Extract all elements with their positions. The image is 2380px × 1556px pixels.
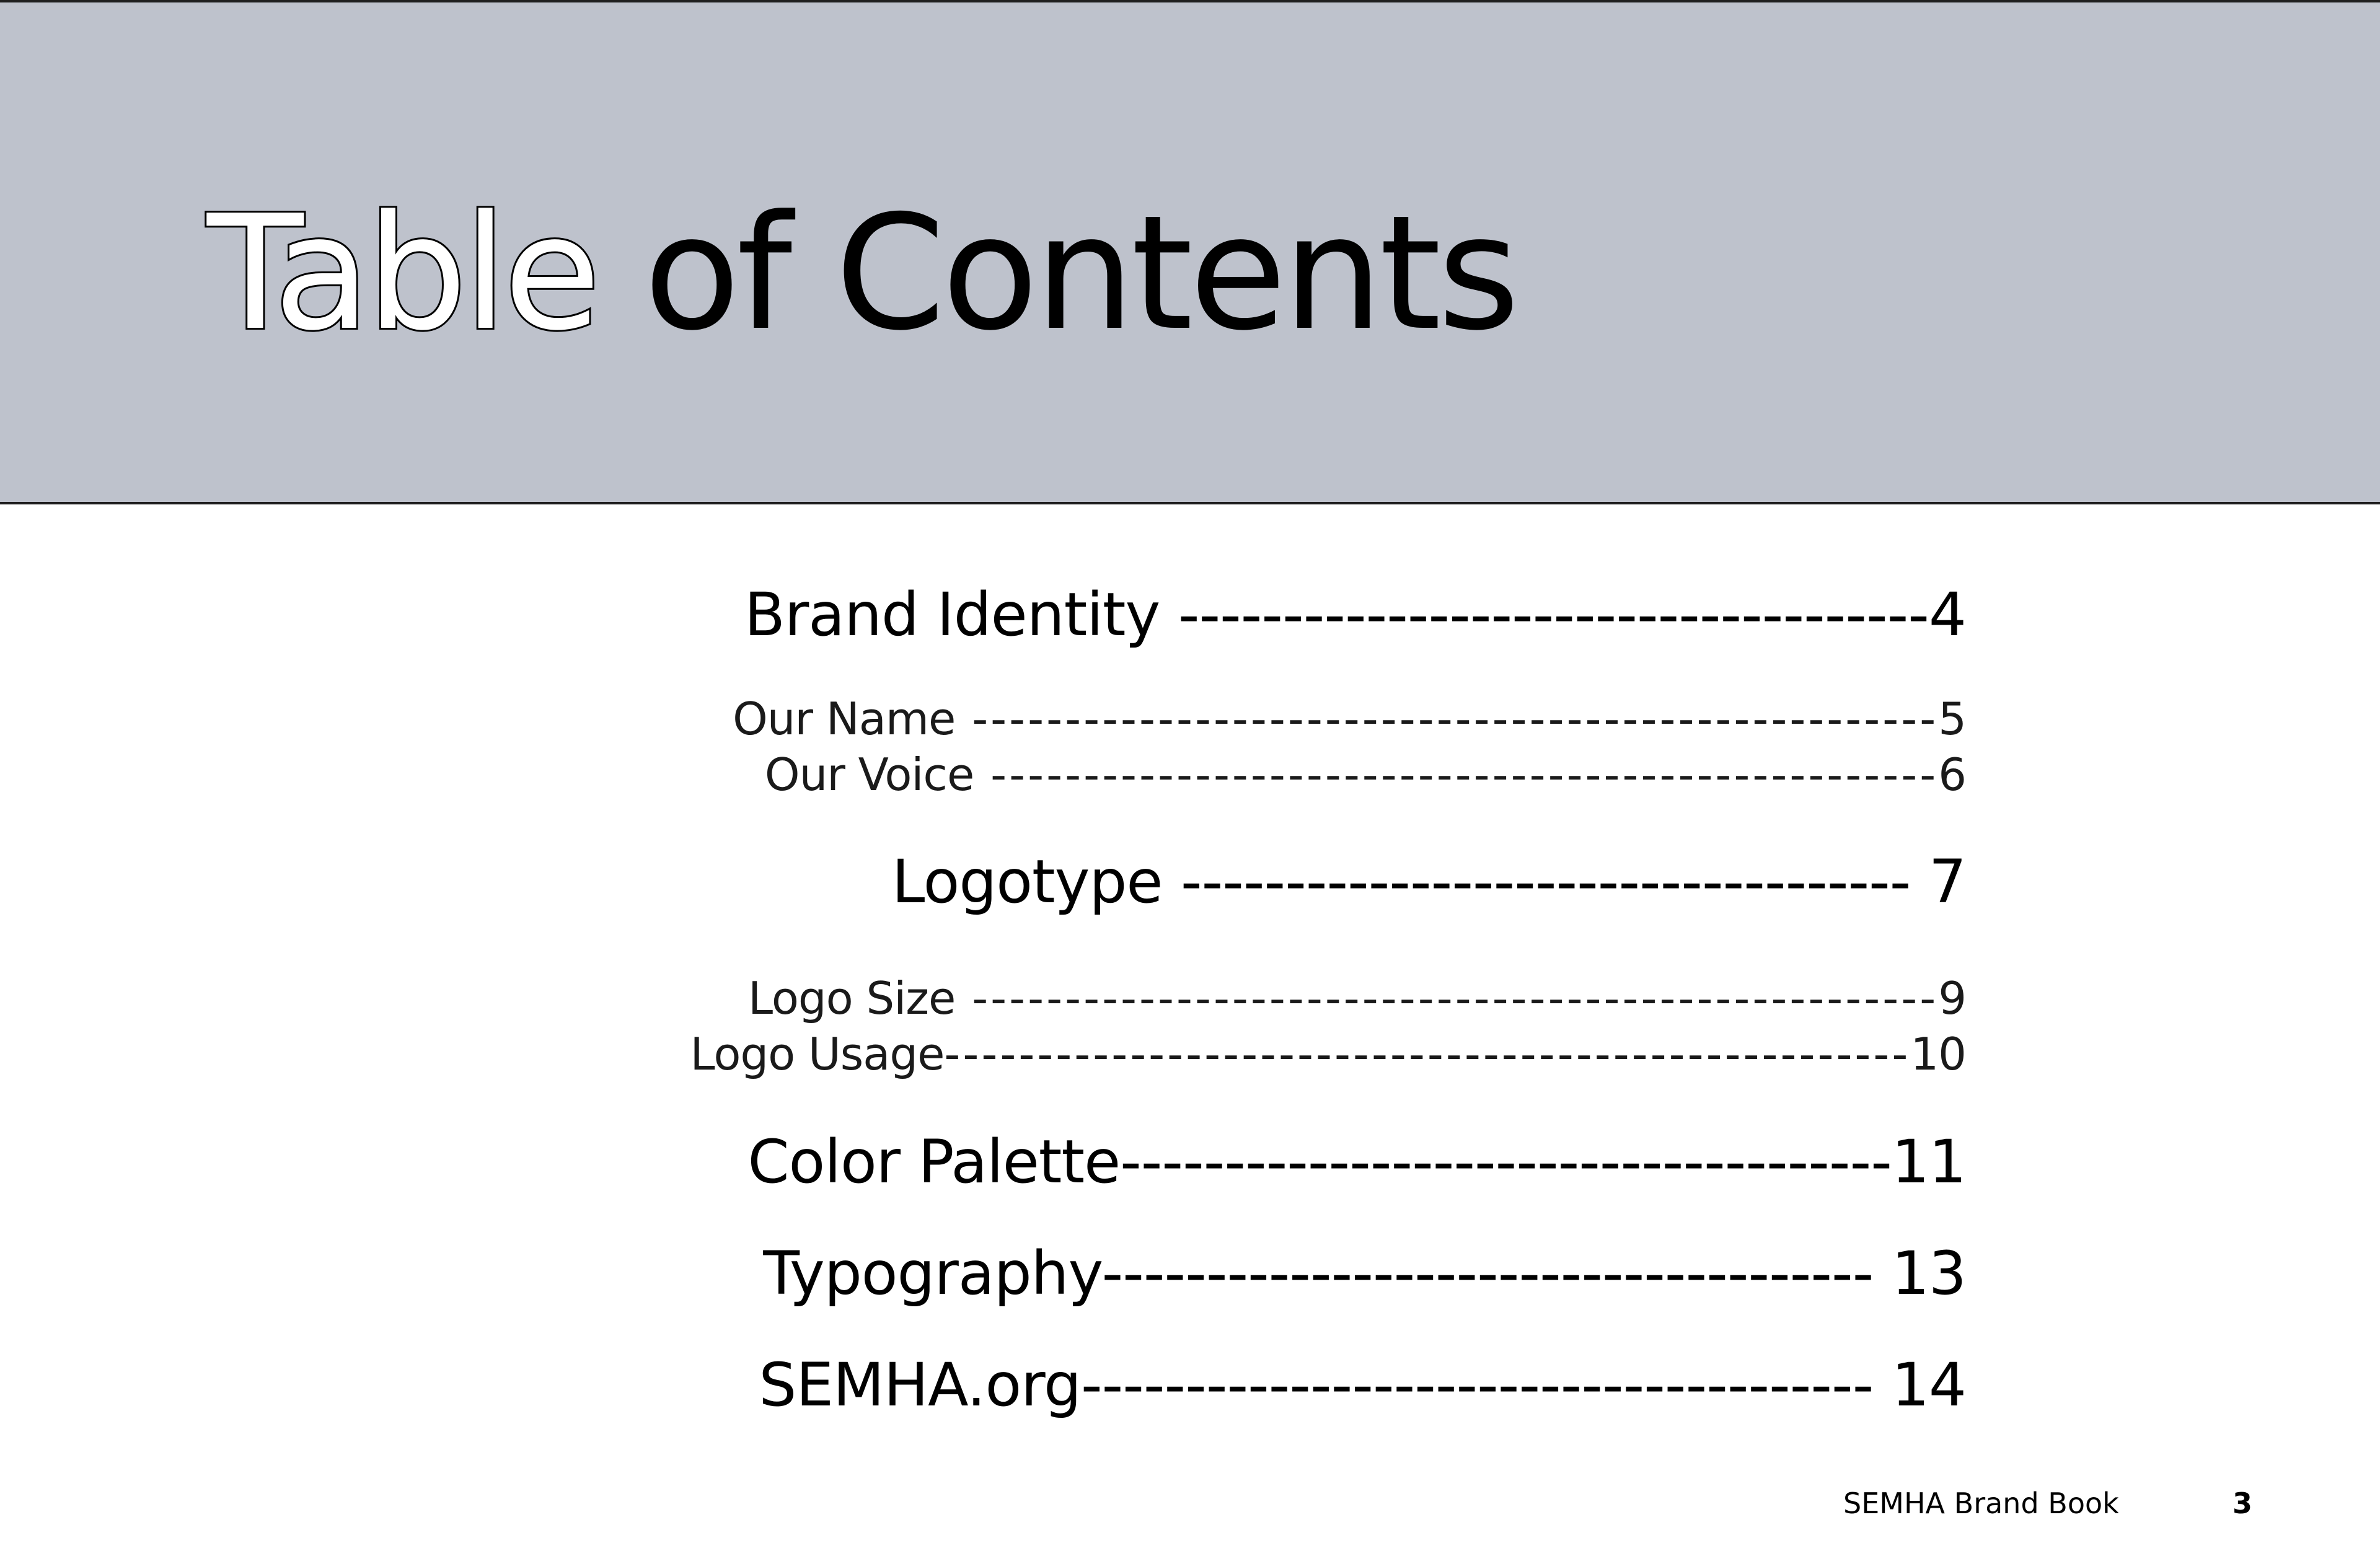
header-band — [0, 0, 2380, 504]
footer-document-name: SEMHA Brand Book — [1843, 1487, 2119, 1520]
toc-entry-color-palette — [748, 1125, 1967, 1199]
toc-page-number: 4 — [1928, 580, 1966, 649]
toc-page-number: 14 — [1891, 1350, 1966, 1420]
toc-entry-label: Brand Identity — [744, 580, 1160, 649]
toc-entry-semha-org — [759, 1348, 1966, 1422]
page-title — [207, 181, 1516, 367]
toc-page-number: 9 — [1938, 972, 1966, 1024]
toc-entry-logo-size — [748, 970, 1966, 1026]
toc-entry-label: Logo Size — [747, 972, 956, 1024]
toc-page-number: 11 — [1891, 1127, 1966, 1197]
toc-page-number: 13 — [1891, 1239, 1966, 1308]
toc-entry-label: Typography — [763, 1239, 1102, 1308]
toc-entry-typography — [763, 1236, 1966, 1311]
page-title-outline-word: Table — [207, 182, 597, 366]
toc-dot-leader: ---------------------------------------------------- — [944, 1028, 1911, 1080]
toc-entry-logotype — [892, 845, 1966, 919]
toc-dot-leader: ------------------------------------- — [1101, 1239, 1892, 1308]
toc-entry-label: Color Palette — [747, 1127, 1121, 1197]
toc-page-number: 10 — [1910, 1028, 1966, 1080]
toc-entry-label: SEMHA.org — [759, 1350, 1081, 1420]
toc-dot-leader: ---------------------------------------------------- — [955, 972, 1939, 1024]
toc-entry-our-name — [733, 691, 1966, 747]
toc-entry-brand-identity — [744, 578, 1966, 652]
toc-page-number: 5 — [1938, 693, 1966, 745]
toc-entry-label: Logotype — [891, 847, 1163, 916]
toc-dot-leader: -------------------------------------- — [1080, 1350, 1892, 1420]
toc-entry-logo-usage — [690, 1026, 1966, 1082]
page-title-rest: of Contents — [597, 182, 1517, 366]
toc-page-number: 7 — [1928, 847, 1966, 916]
toc-entry-label: Our Voice — [764, 749, 974, 801]
toc-entry-our-voice — [765, 747, 1966, 802]
toc-entry-label: Our Name — [733, 693, 956, 745]
toc-dot-leader: ------------------------------------ — [1160, 580, 1929, 649]
toc-dot-leader: --------------------------------------------------- — [974, 749, 1939, 801]
toc-dot-leader: ---------------------------------------------------- — [955, 693, 1939, 745]
toc-dot-leader: ----------------------------------- — [1162, 847, 1929, 916]
footer-page-number: 3 — [2232, 1487, 2253, 1520]
toc-page-number: 6 — [1938, 749, 1966, 801]
toc-dot-leader: ------------------------------------- — [1120, 1127, 1892, 1197]
toc-entry-label: Logo Usage — [690, 1028, 945, 1080]
